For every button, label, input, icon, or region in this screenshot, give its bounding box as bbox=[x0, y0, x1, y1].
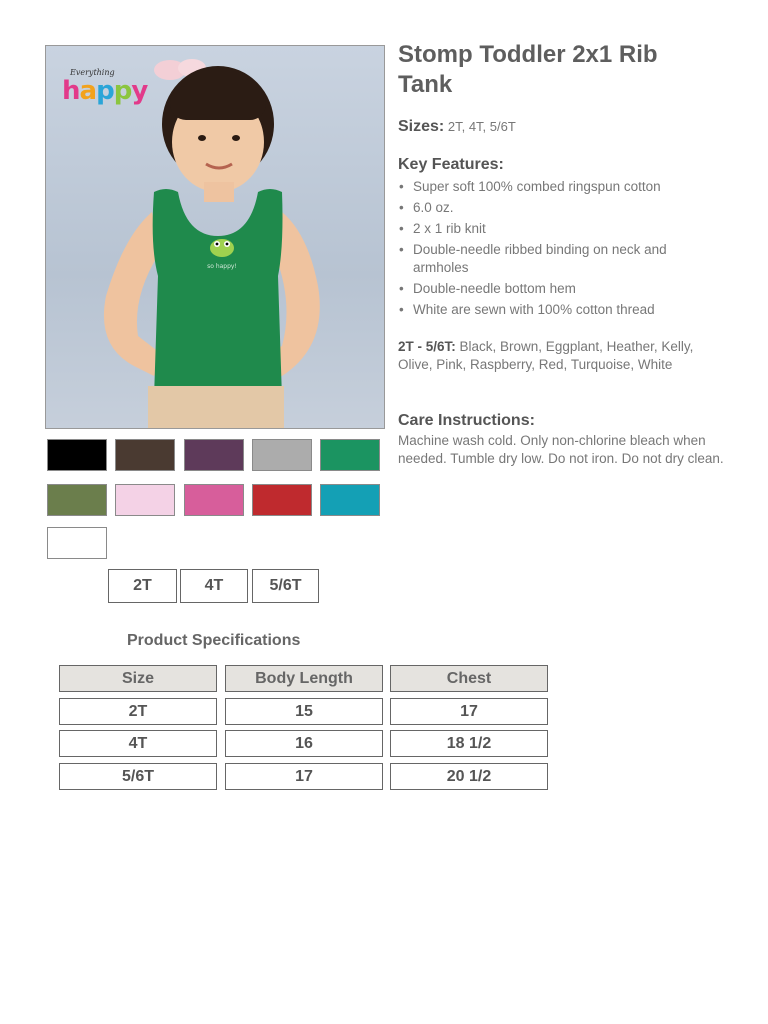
brand-logo bbox=[60, 68, 148, 118]
feature-item: • Super soft 100% combed ringspun cotton bbox=[398, 178, 718, 196]
feature-item: • 6.0 oz. bbox=[398, 199, 718, 217]
logo-letter: y bbox=[131, 76, 148, 106]
logo-letter: a bbox=[79, 76, 97, 106]
color-swatch-red[interactable] bbox=[252, 484, 312, 516]
feature-item: • White are sewn with 100% cotton thread bbox=[398, 301, 718, 319]
colors-label: 2T - 5/6T: bbox=[398, 339, 456, 354]
sizes-label: Sizes: bbox=[398, 118, 445, 135]
color-swatch-white[interactable] bbox=[47, 527, 107, 559]
feature-item: • Double-needle ribbed binding on neck and armholes bbox=[398, 241, 718, 277]
color-swatch-eggplant[interactable] bbox=[184, 439, 244, 471]
key-features-heading: Key Features: bbox=[398, 156, 504, 173]
sizes-line bbox=[398, 118, 516, 136]
specs-cell: 17 bbox=[225, 763, 383, 790]
specs-cell: 17 bbox=[390, 698, 548, 725]
color-swatch-black[interactable] bbox=[47, 439, 107, 471]
specs-cell: 4T bbox=[59, 730, 217, 757]
size-button-2t[interactable]: 2T bbox=[108, 569, 177, 603]
color-swatch-kelly[interactable] bbox=[320, 439, 380, 471]
color-swatch-olive[interactable] bbox=[47, 484, 107, 516]
specs-cell: 18 1/2 bbox=[390, 730, 548, 757]
size-button-5-6t[interactable]: 5/6T bbox=[252, 569, 319, 603]
color-swatch-raspberry[interactable] bbox=[184, 484, 244, 516]
feature-item: • Double-needle bottom hem bbox=[398, 280, 718, 298]
color-swatch-heather[interactable] bbox=[252, 439, 312, 471]
product-photo bbox=[45, 45, 385, 429]
care-instructions-text: Machine wash cold. Only non-chlorine bleach when needed. Tumble dry low. Do not iron. Do not dry clean. bbox=[398, 433, 724, 466]
brand-logo-word bbox=[62, 76, 147, 106]
specs-title: Product Specifications bbox=[127, 632, 301, 649]
specs-header-chest: Chest bbox=[390, 665, 548, 692]
specs-cell: 15 bbox=[225, 698, 383, 725]
size-button-4t[interactable]: 4T bbox=[180, 569, 248, 603]
care-instructions-heading: Care Instructions: bbox=[398, 412, 535, 429]
logo-letter: p bbox=[113, 76, 132, 106]
specs-header-body-length: Body Length bbox=[225, 665, 383, 692]
shirt-print-text: so happy! bbox=[207, 263, 237, 270]
color-swatch-brown[interactable] bbox=[115, 439, 175, 471]
key-features-list bbox=[398, 178, 718, 322]
sizes-value: 2T, 4T, 5/6T bbox=[447, 119, 516, 134]
logo-letter: p bbox=[96, 76, 114, 106]
colors-value: Black, Brown, Eggplant, Heather, Kelly, Olive, Pink, Raspberry, Red, Turquoise, White bbox=[398, 339, 694, 372]
specs-cell: 16 bbox=[225, 730, 383, 757]
brand-logo-top-text: Everything bbox=[70, 68, 115, 77]
feature-item: • 2 x 1 rib knit bbox=[398, 220, 718, 238]
available-colors bbox=[398, 338, 718, 374]
specs-cell: 20 1/2 bbox=[390, 763, 548, 790]
color-swatch-turquoise[interactable] bbox=[320, 484, 380, 516]
logo-letter: h bbox=[62, 76, 80, 106]
specs-cell: 2T bbox=[59, 698, 217, 725]
color-swatch-pink[interactable] bbox=[115, 484, 175, 516]
specs-header-size: Size bbox=[59, 665, 217, 692]
product-title: Stomp Toddler 2x1 Rib Tank bbox=[398, 41, 658, 98]
specs-cell: 5/6T bbox=[59, 763, 217, 790]
